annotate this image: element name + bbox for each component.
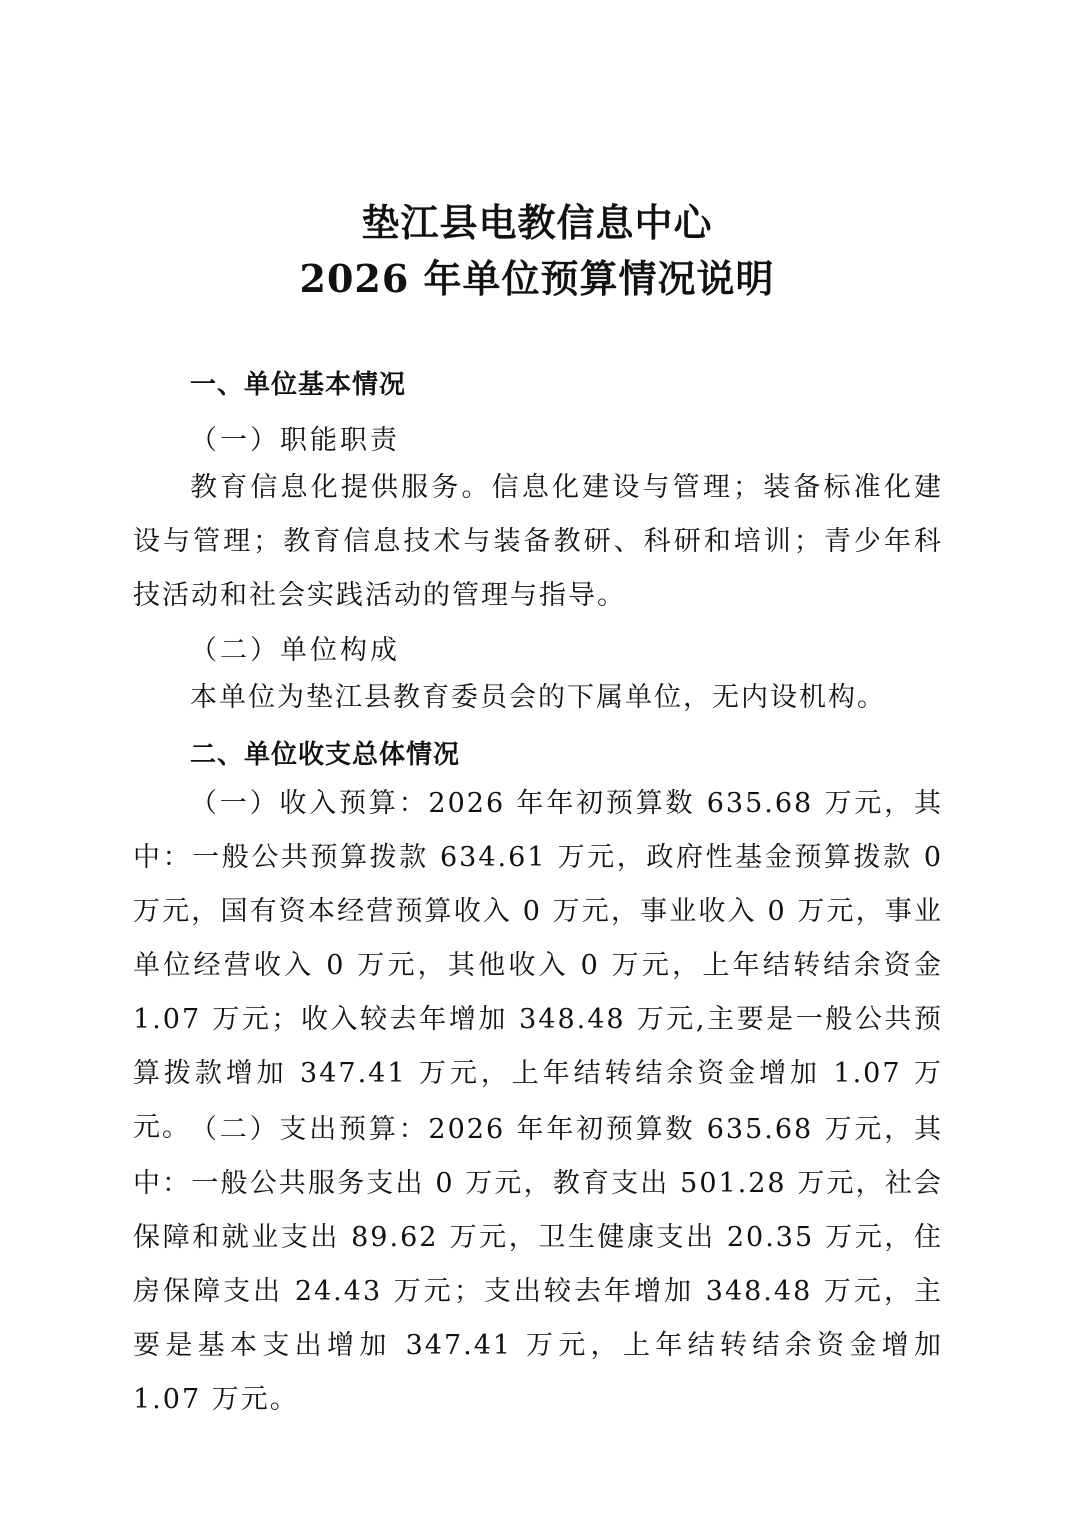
document-title-line2: 2026 年单位预算情况说明 (299, 256, 775, 301)
section1-para1: 教育信息化提供服务。信息化建设与管理；装备标准化建设与管理；教育信息技术与装备教研、科研和培训；青少年科技活动和社会实践活动的管理与指导。 (133, 472, 943, 611)
section1-sub1-heading: （一）职能职责 (190, 425, 400, 456)
section1-para2: 本单位为垫江县教育委员会的下属单位，无内设机构。 (190, 682, 886, 713)
section2-heading: 二、单位收支总体情况 (190, 740, 461, 770)
document-title-line1: 垫江县电教信息中心 (361, 200, 713, 245)
section2-para2: （二）支出预算：2026 年年初预算数 635.68 万元，其中：一般公共服务支出 0 万元，教育支出 501.28 万元，社会保障和就业支出 89.62 万元，卫生健康支出 20.35 万元，住房保障支出 24.43 万元；支出较去年增加 348.48 万元，主要是基本支出增加 347.41 万元，上年结转结余资金增加 1.07 万元。 (133, 1114, 943, 1415)
section1-heading: 一、单位基本情况 (190, 370, 407, 400)
section2-para1: （一）收入预算：2026 年年初预算数 635.68 万元，其中：一般公共预算拨款 634.61 万元，政府性基金预算拨款 0 万元，国有资本经营预算收入 0 万元，事业收入 0 万元，事业单位经营收入 0 万元，其他收入 0 万元，上年结转结余资金 1.07 万元；收入较去年增加 348.48 万元,主要是一般公共预算拨款增加 347.41 万元，上年结转结余资金增加 1.07 万元。 (133, 788, 943, 1143)
section1-sub2-heading: （二）单位构成 (190, 635, 400, 666)
